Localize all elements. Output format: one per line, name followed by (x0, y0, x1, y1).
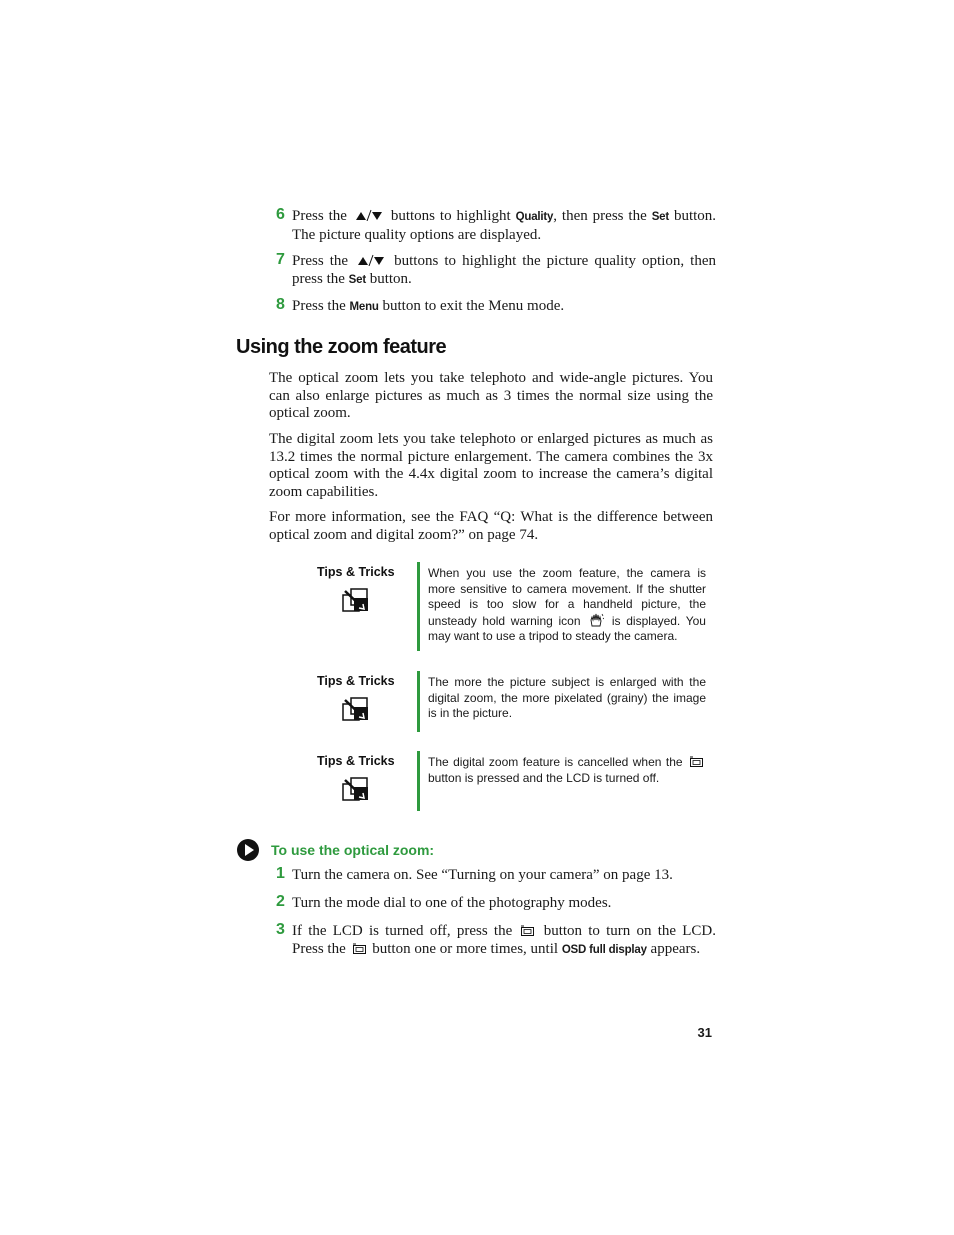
step-text: Turn the mode dial to one of the photography modes. (292, 895, 612, 911)
procedure-arrow-icon (236, 838, 260, 862)
step-number: 8 (276, 296, 285, 313)
tip-divider (417, 562, 420, 651)
tip-divider (417, 671, 420, 732)
tips-tricks-label: Tips & Tricks (317, 754, 395, 768)
tip-text: The more the picture subject is enlarged with the digital zoom, the more pixelated (grainy) the image is in the picture. (428, 675, 706, 720)
body-paragraph: For more information, see the FAQ “Q: What is the difference between optical zoom and digital zoom?” on page 74. (269, 509, 713, 543)
procedure-step-1 (276, 867, 716, 885)
procedure-title: To use the optical zoom: (271, 842, 435, 858)
tips-tricks-box (300, 671, 720, 733)
step-number: 7 (276, 251, 285, 268)
tip-text-part: The digital zoom feature is cancelled when the (428, 755, 683, 769)
button-label: Set (651, 211, 669, 223)
tips-tricks-box (300, 562, 720, 652)
step-text: Press the (292, 208, 347, 224)
step-text: If the LCD is turned off, press the (292, 923, 513, 939)
button-label: Menu (349, 301, 379, 313)
tip-text (428, 755, 706, 786)
up-down-arrow-icon (354, 209, 384, 221)
tips-tricks-icon (342, 776, 370, 802)
button-label: Set (348, 273, 366, 286)
step-text: button to exit the Menu mode. (382, 298, 565, 314)
tips-tricks-label: Tips & Tricks (317, 674, 395, 688)
step-text: , then press the (553, 208, 647, 224)
tips-tricks-icon (342, 587, 370, 613)
tip-text (428, 566, 706, 645)
step-number: 1 (276, 865, 285, 882)
step-number: 2 (276, 893, 285, 910)
body-paragraph: The optical zoom lets you take telephoto and wide-angle pictures. You can also enlarge pictures as much as 3 times the normal size using the optical zoom. (269, 370, 713, 421)
menu-option-label: OSD full display (561, 943, 647, 956)
tip-text-part: When you use the zoom feature, the camera is more sensitive to camera movement. If the shutter speed is too slow for a handheld picture, the unsteady hold warning icon (428, 566, 706, 628)
tip-text-part: button is pressed and the LCD is turned off. (428, 770, 660, 785)
up-down-arrow-icon (356, 254, 386, 266)
step-text: button to turn on the LCD. Press the (292, 923, 717, 957)
step-text: button. (369, 270, 412, 287)
step-text: buttons to highlight the picture quality option, then press the (292, 253, 716, 287)
step-7 (276, 253, 716, 289)
step-number: 6 (276, 206, 285, 223)
procedure-step-3 (276, 923, 716, 959)
lcd-display-icon (689, 756, 704, 768)
step-text: appears. (650, 940, 701, 957)
unsteady-hand-icon (588, 613, 604, 627)
tips-tricks-icon (342, 696, 370, 722)
step-text: Press the (292, 298, 346, 314)
step-text: Press the (292, 253, 349, 269)
tips-tricks-box (300, 751, 720, 813)
step-text: buttons to highlight (390, 208, 511, 224)
step-text: button. The picture quality options are displayed. (292, 208, 717, 243)
section-heading: Using the zoom feature (236, 336, 447, 358)
procedure-step-2 (276, 895, 716, 913)
lcd-display-icon (520, 925, 535, 937)
step-text: button one or more times, until (372, 940, 559, 957)
procedure-header (236, 838, 435, 867)
menu-option-label: Quality (515, 211, 554, 223)
tip-divider (417, 751, 420, 811)
lcd-display-icon (352, 943, 367, 955)
page-number: 31 (697, 1025, 712, 1040)
body-paragraph: The digital zoom lets you take telephoto or enlarged pictures as much as 13.2 times the normal picture enlargement. The camera combines the 3x optical zoom with the 4.4x digital zoom to increase the camera’s digital zoom capabilities. (269, 431, 713, 500)
step-text: Turn the camera on. See “Turning on your camera” on page 13. (292, 867, 673, 883)
step-number: 3 (276, 921, 285, 938)
tips-tricks-label: Tips & Tricks (317, 565, 395, 579)
tip-text-part: is displayed. You may want to use a tripod to steady the camera. (428, 613, 706, 643)
step-6 (276, 208, 716, 244)
step-8 (276, 298, 716, 317)
